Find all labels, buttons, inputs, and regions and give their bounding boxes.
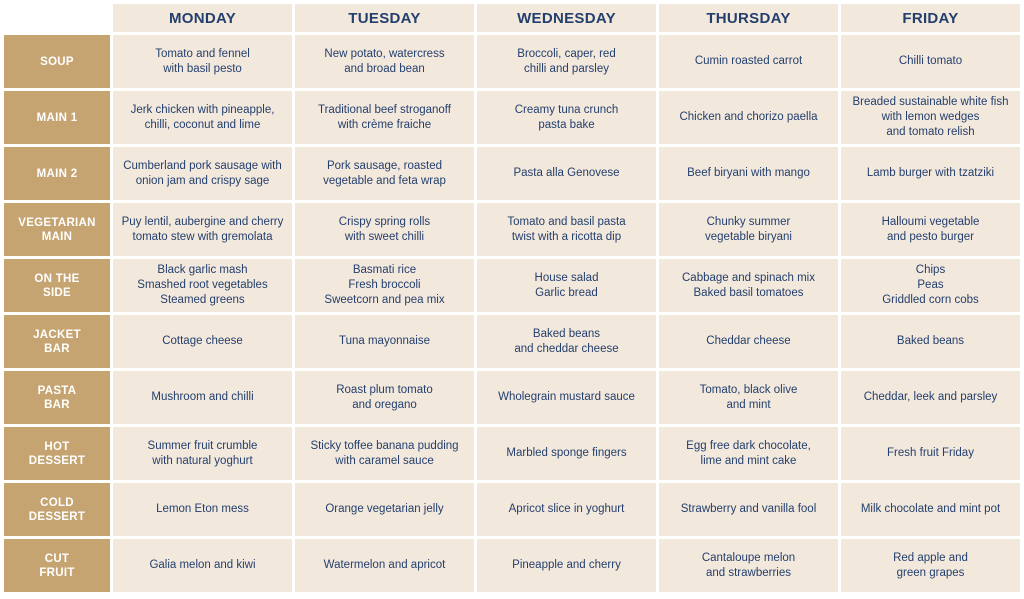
row-label-on-the-side: ON THE SIDE bbox=[4, 259, 110, 312]
menu-cell: Lemon Eton mess bbox=[113, 483, 292, 536]
menu-cell: Crispy spring rolls with sweet chilli bbox=[295, 203, 474, 256]
row-label-cut-fruit: CUT FRUIT bbox=[4, 539, 110, 592]
menu-cell: Chilli tomato bbox=[841, 35, 1020, 88]
menu-table bbox=[4, 4, 1020, 592]
menu-cell: Cheddar cheese bbox=[659, 315, 838, 368]
menu-cell: Creamy tuna crunch pasta bake bbox=[477, 91, 656, 144]
day-header-wednesday: WEDNESDAY bbox=[477, 4, 656, 32]
menu-cell: Sticky toffee banana pudding with caramel sauce bbox=[295, 427, 474, 480]
row-label-soup: SOUP bbox=[4, 35, 110, 88]
menu-cell: Marbled sponge fingers bbox=[477, 427, 656, 480]
day-header-thursday: THURSDAY bbox=[659, 4, 838, 32]
menu-cell: Puy lentil, aubergine and cherry tomato stew with gremolata bbox=[113, 203, 292, 256]
menu-cell: Cheddar, leek and parsley bbox=[841, 371, 1020, 424]
menu-cell: Red apple and green grapes bbox=[841, 539, 1020, 592]
menu-cell: Cantaloupe melon and strawberries bbox=[659, 539, 838, 592]
menu-cell: Pasta alla Genovese bbox=[477, 147, 656, 200]
menu-cell: Cumberland pork sausage with onion jam and crispy sage bbox=[113, 147, 292, 200]
menu-cell: Lamb burger with tzatziki bbox=[841, 147, 1020, 200]
table-corner bbox=[4, 4, 110, 32]
menu-cell: New potato, watercress and broad bean bbox=[295, 35, 474, 88]
menu-cell: Cumin roasted carrot bbox=[659, 35, 838, 88]
row-label-main-2: MAIN 2 bbox=[4, 147, 110, 200]
menu-cell: Chicken and chorizo paella bbox=[659, 91, 838, 144]
row-label-cold-dessert: COLD DESSERT bbox=[4, 483, 110, 536]
row-label-jacket-bar: JACKET BAR bbox=[4, 315, 110, 368]
menu-cell: Broccoli, caper, red chilli and parsley bbox=[477, 35, 656, 88]
menu-cell: Apricot slice in yoghurt bbox=[477, 483, 656, 536]
day-header-friday: FRIDAY bbox=[841, 4, 1020, 32]
menu-cell: Traditional beef stroganoff with crème fraiche bbox=[295, 91, 474, 144]
menu-cell: Tomato and basil pasta twist with a ricotta dip bbox=[477, 203, 656, 256]
menu-cell: Summer fruit crumble with natural yoghurt bbox=[113, 427, 292, 480]
row-label-hot-dessert: HOT DESSERT bbox=[4, 427, 110, 480]
menu-cell: House salad Garlic bread bbox=[477, 259, 656, 312]
menu-cell: Halloumi vegetable and pesto burger bbox=[841, 203, 1020, 256]
menu-cell: Milk chocolate and mint pot bbox=[841, 483, 1020, 536]
menu-cell: Cottage cheese bbox=[113, 315, 292, 368]
menu-cell: Basmati rice Fresh broccoli Sweetcorn and pea mix bbox=[295, 259, 474, 312]
menu-cell: Pineapple and cherry bbox=[477, 539, 656, 592]
menu-cell: Chunky summer vegetable biryani bbox=[659, 203, 838, 256]
menu-cell: Roast plum tomato and oregano bbox=[295, 371, 474, 424]
menu-cell: Orange vegetarian jelly bbox=[295, 483, 474, 536]
menu-cell: Strawberry and vanilla fool bbox=[659, 483, 838, 536]
menu-cell: Beef biryani with mango bbox=[659, 147, 838, 200]
menu-cell: Fresh fruit Friday bbox=[841, 427, 1020, 480]
menu-cell: Wholegrain mustard sauce bbox=[477, 371, 656, 424]
menu-cell: Chips Peas Griddled corn cobs bbox=[841, 259, 1020, 312]
menu-cell: Galia melon and kiwi bbox=[113, 539, 292, 592]
menu-cell: Baked beans and cheddar cheese bbox=[477, 315, 656, 368]
row-label-main-1: MAIN 1 bbox=[4, 91, 110, 144]
menu-cell: Mushroom and chilli bbox=[113, 371, 292, 424]
menu-cell: Tuna mayonnaise bbox=[295, 315, 474, 368]
menu-cell: Baked beans bbox=[841, 315, 1020, 368]
menu-cell: Pork sausage, roasted vegetable and feta wrap bbox=[295, 147, 474, 200]
menu-cell: Tomato and fennel with basil pesto bbox=[113, 35, 292, 88]
menu-cell: Cabbage and spinach mix Baked basil tomatoes bbox=[659, 259, 838, 312]
menu-cell: Tomato, black olive and mint bbox=[659, 371, 838, 424]
row-label-vegetarian-main: VEGETARIAN MAIN bbox=[4, 203, 110, 256]
menu-cell: Watermelon and apricot bbox=[295, 539, 474, 592]
row-label-pasta-bar: PASTA BAR bbox=[4, 371, 110, 424]
menu-cell: Breaded sustainable white fish with lemon wedges and tomato relish bbox=[841, 91, 1020, 144]
day-header-monday: MONDAY bbox=[113, 4, 292, 32]
day-header-tuesday: TUESDAY bbox=[295, 4, 474, 32]
menu-cell: Black garlic mash Smashed root vegetables Steamed greens bbox=[113, 259, 292, 312]
menu-cell: Egg free dark chocolate, lime and mint cake bbox=[659, 427, 838, 480]
menu-cell: Jerk chicken with pineapple, chilli, coconut and lime bbox=[113, 91, 292, 144]
